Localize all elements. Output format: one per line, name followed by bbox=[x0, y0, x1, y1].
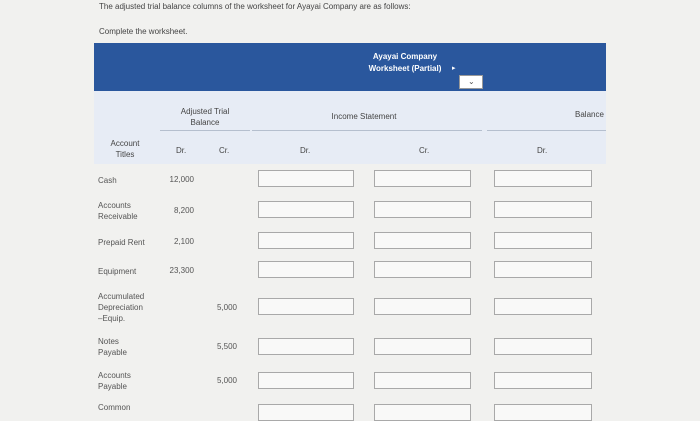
row-label-accounts-payable: Accounts Payable bbox=[98, 371, 131, 391]
is-dr-input[interactable] bbox=[258, 372, 354, 389]
atb-cr-value: 5,000 bbox=[216, 303, 237, 312]
row-label-notes-payable: Notes Payable bbox=[98, 337, 127, 357]
income-statement-divider bbox=[252, 130, 482, 131]
atb-dr-value: 12,000 bbox=[169, 175, 194, 184]
atb-cr-header: Cr. bbox=[219, 146, 230, 155]
atb-dr-value: 23,300 bbox=[169, 266, 194, 275]
chevron-down-icon: ⌄ bbox=[468, 77, 475, 86]
is-cr-input[interactable] bbox=[374, 338, 471, 355]
bs-dr-input[interactable] bbox=[494, 261, 592, 278]
company-name: Ayayai Company bbox=[372, 52, 438, 61]
bs-dr-input[interactable] bbox=[494, 232, 592, 249]
atb-dr-header: Dr. bbox=[176, 146, 187, 155]
is-dr-input[interactable] bbox=[258, 201, 354, 218]
is-cr-input[interactable] bbox=[374, 261, 471, 278]
adjusted-trial-balance-header: Adjusted Trial Balance bbox=[180, 107, 230, 127]
row-label-cash: Cash bbox=[98, 176, 117, 185]
is-dr-header: Dr. bbox=[300, 146, 311, 155]
row-label-accumulated-depreciation: Accumulated Depreciation –Equip. bbox=[98, 292, 145, 323]
is-cr-header: Cr. bbox=[419, 146, 430, 155]
instruction-text: Complete the worksheet. bbox=[99, 27, 188, 36]
bs-dr-input[interactable] bbox=[494, 298, 592, 315]
bs-dr-input[interactable] bbox=[494, 338, 592, 355]
row-label-accounts-receivable: Accounts Receivable bbox=[98, 201, 138, 221]
atb-divider bbox=[160, 130, 250, 131]
is-dr-input[interactable] bbox=[258, 298, 354, 315]
account-titles-header: Account Titles bbox=[110, 139, 140, 159]
bs-dr-header: Dr. bbox=[537, 146, 548, 155]
atb-dr-value: 8,200 bbox=[173, 206, 194, 215]
is-cr-input[interactable] bbox=[374, 201, 471, 218]
balance-header: Balance bbox=[575, 110, 604, 119]
is-cr-input[interactable] bbox=[374, 372, 471, 389]
bs-dr-input[interactable] bbox=[494, 201, 592, 218]
row-label-common: Common bbox=[98, 403, 131, 412]
is-dr-input[interactable] bbox=[258, 232, 354, 249]
bs-dr-input[interactable] bbox=[494, 372, 592, 389]
worksheet-select[interactable] bbox=[459, 75, 483, 89]
atb-dr-value: 2,100 bbox=[173, 237, 194, 246]
atb-cr-value: 5,500 bbox=[216, 342, 237, 351]
row-label-prepaid-rent: Prepaid Rent bbox=[98, 238, 145, 247]
is-dr-input[interactable] bbox=[258, 170, 354, 187]
bs-dr-input[interactable] bbox=[494, 170, 592, 187]
intro-text: The adjusted trial balance columns of the worksheet for Ayayai Company are as follows: bbox=[99, 2, 411, 11]
income-statement-header: Income Statement bbox=[331, 112, 397, 121]
is-cr-input[interactable] bbox=[374, 170, 471, 187]
is-cr-input[interactable] bbox=[374, 232, 471, 249]
bs-dr-input[interactable] bbox=[494, 404, 592, 421]
worksheet-title: Worksheet (Partial) bbox=[368, 64, 442, 73]
is-cr-input[interactable] bbox=[374, 404, 471, 421]
is-cr-input[interactable] bbox=[374, 298, 471, 315]
is-dr-input[interactable] bbox=[258, 261, 354, 278]
balance-divider bbox=[487, 130, 606, 131]
atb-cr-value: 5,000 bbox=[216, 376, 237, 385]
row-label-equipment: Equipment bbox=[98, 267, 137, 276]
is-dr-input[interactable] bbox=[258, 404, 354, 421]
title-dropdown-arrow-icon: ▸ bbox=[452, 65, 456, 72]
is-dr-input[interactable] bbox=[258, 338, 354, 355]
